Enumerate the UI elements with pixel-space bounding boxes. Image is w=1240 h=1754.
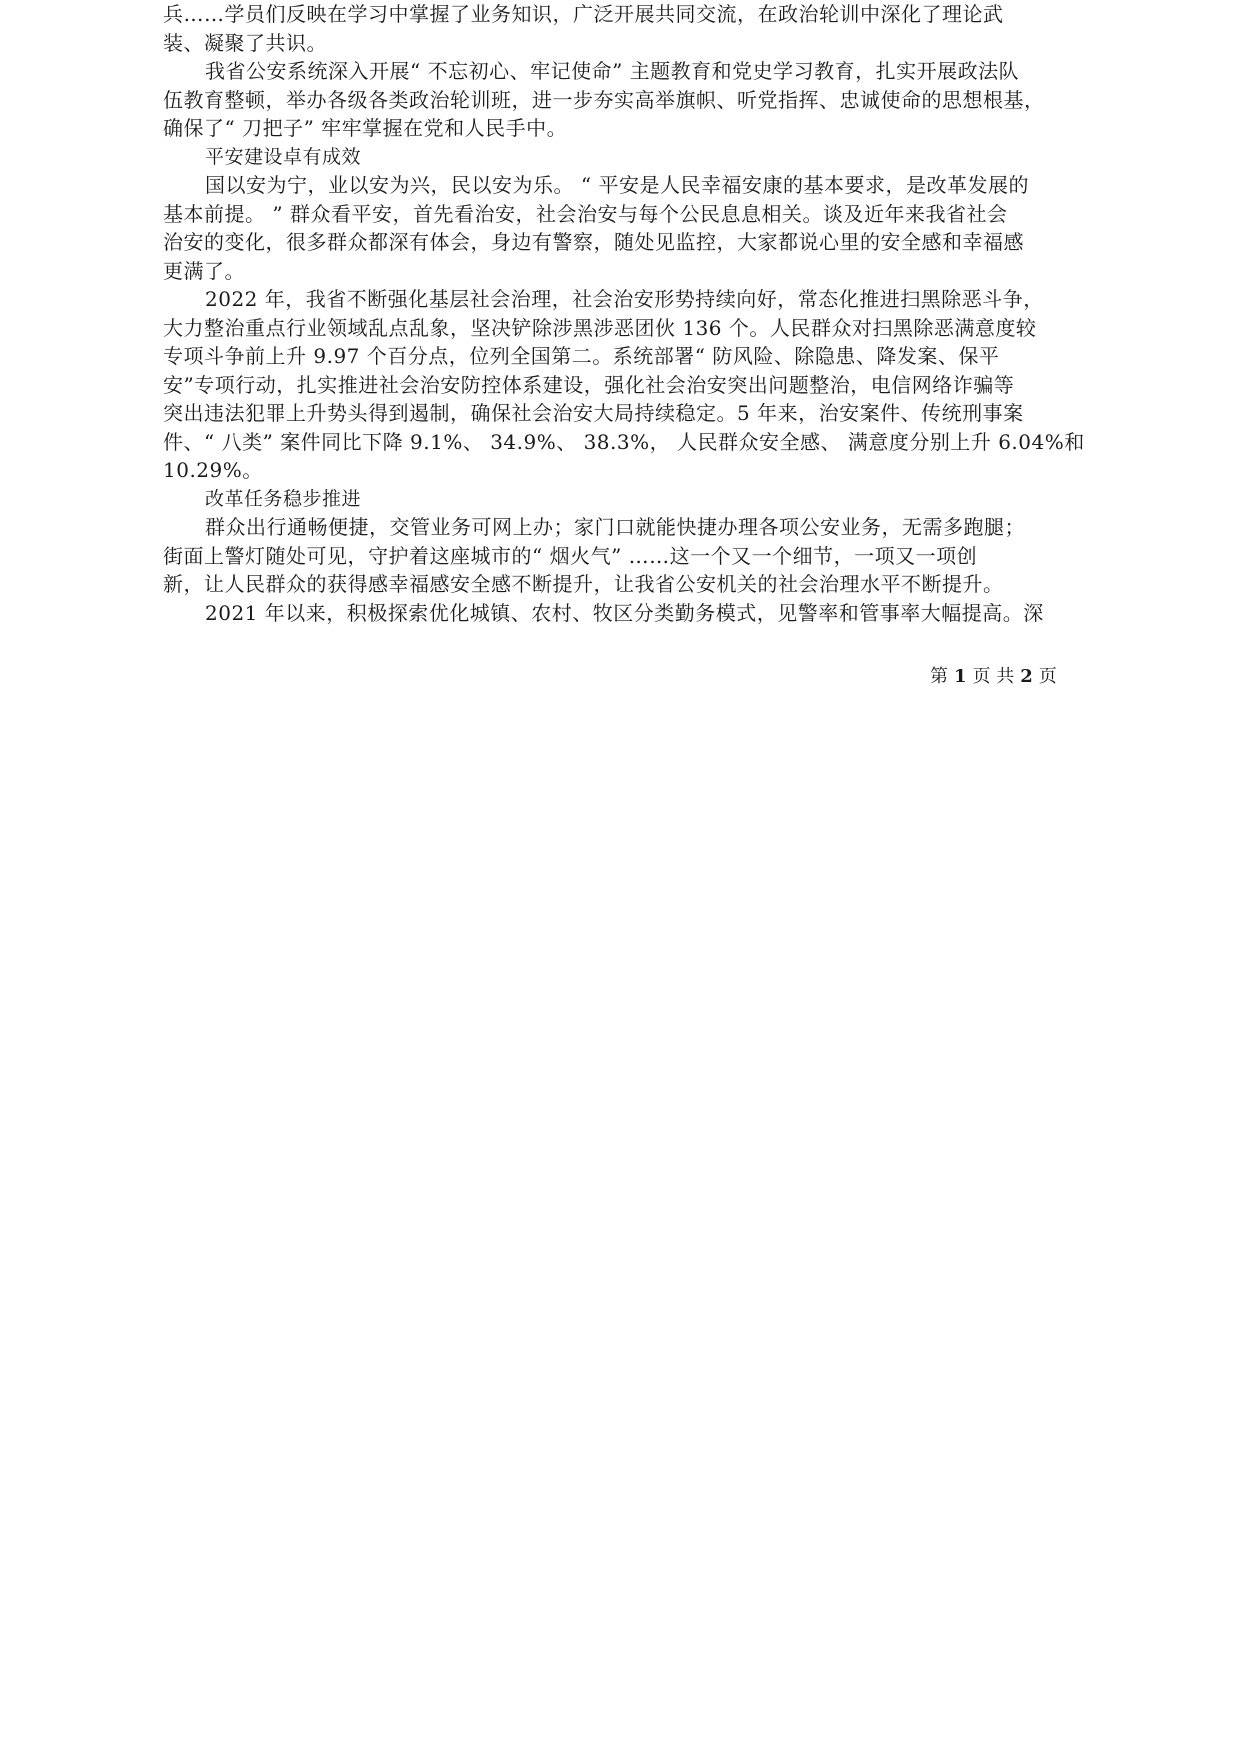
- text-line: 兵……学员们反映在学习中掌握了业务知识，广泛开展共同交流，在政治轮训中深化了理论武: [163, 2, 1004, 26]
- text-line: 件、“ 八类” 案件同比下降 9.1%、 34.9%、 38.3%， 人民群众安全感、 满意度分别上升 6.04%和: [163, 429, 1085, 454]
- paragraph: [163, 171, 1093, 285]
- paragraph: [163, 513, 1093, 599]
- text-line: 确保了“ 刀把子” 牢牢掌握在党和人民手中。: [163, 116, 568, 140]
- text-line: 专项斗争前上升 9.97 个百分点，位列全国第二。系统部署“ 防风险、除隐患、降发案、保平: [163, 344, 1000, 368]
- text-line: 伍教育整顿，举办各级各类政治轮训班，进一步夯实高举旗帜、听党指挥、忠诚使命的思想根基，: [163, 87, 1045, 112]
- paragraph: [163, 285, 1093, 485]
- text-line: 基本前提。 ” 群众看平安，首先看治安，社会治安与每个公民息息相关。谈及近年来我省社会: [163, 201, 1008, 226]
- section-heading: 改革任务稳步推进: [205, 487, 362, 510]
- footer-suffix: 页: [1038, 666, 1057, 687]
- text-line: 群众出行通畅便捷，交管业务可网上办；家门口就能快捷办理各项公安业务，无需多跑腿；: [205, 515, 1025, 539]
- section-heading: 平安建设卓有成效: [205, 145, 362, 168]
- text-line: 更满了。: [163, 258, 245, 283]
- document-body: [163, 0, 1093, 627]
- footer-prefix: 第: [930, 666, 948, 687]
- text-line: 治安的变化，很多群众都深有体会，身边有警察，随处见监控，大家都说心里的安全感和幸福感: [163, 230, 1024, 254]
- total-page-number: 2: [1020, 666, 1033, 687]
- text-line: 新，让人民群众的获得感幸福感安全感不断提升，让我省公安机关的社会治理水平不断提升。: [163, 572, 1004, 596]
- text-line: 安”专项行动，扎实推进社会治安防控体系建设，强化社会治安突出问题整治，电信网络诈骗等: [163, 372, 1015, 397]
- paragraph: [163, 57, 1093, 143]
- text-line: 2022 年，我省不断强化基层社会治理，社会治安形势持续向好，常态化推进扫黑除恶斗争，: [205, 287, 1044, 311]
- paragraph: [163, 599, 1093, 628]
- current-page-number: 1: [954, 666, 967, 687]
- footer-middle: 页 共: [972, 666, 1015, 687]
- text-line: 我省公安系统深入开展“ 不忘初心、牢记使命” 主题教育和党史学习教育，扎实开展政法队: [205, 59, 1020, 83]
- text-line: 10.29%。: [163, 458, 263, 482]
- text-line: 突出违法犯罪上升势头得到遏制，确保社会治安大局持续稳定。5 年来，治安案件、传统刑事案: [163, 401, 1024, 425]
- text-line: 装、凝聚了共识。: [163, 30, 327, 55]
- text-line: 街面上警灯随处可见，守护着这座城市的“ 烟火气” ……这一个又一个细节，一项又一项创: [163, 543, 978, 568]
- text-line: 2021 年以来，积极探索优化城镇、农村、牧区分类勤务模式，见警率和管事率大幅提高。深: [205, 600, 1044, 625]
- paragraph: [163, 0, 1093, 57]
- page-footer: [930, 662, 1057, 688]
- text-line: 大力整治重点行业领域乱点乱象，坚决铲除涉黑涉恶团伙 136 个。人民群众对扫黑除恶满意度较: [163, 315, 1037, 340]
- text-line: 国以安为宁，业以安为兴，民以安为乐。 “ 平安是人民幸福安康的基本要求，是改革发展的: [205, 173, 1029, 197]
